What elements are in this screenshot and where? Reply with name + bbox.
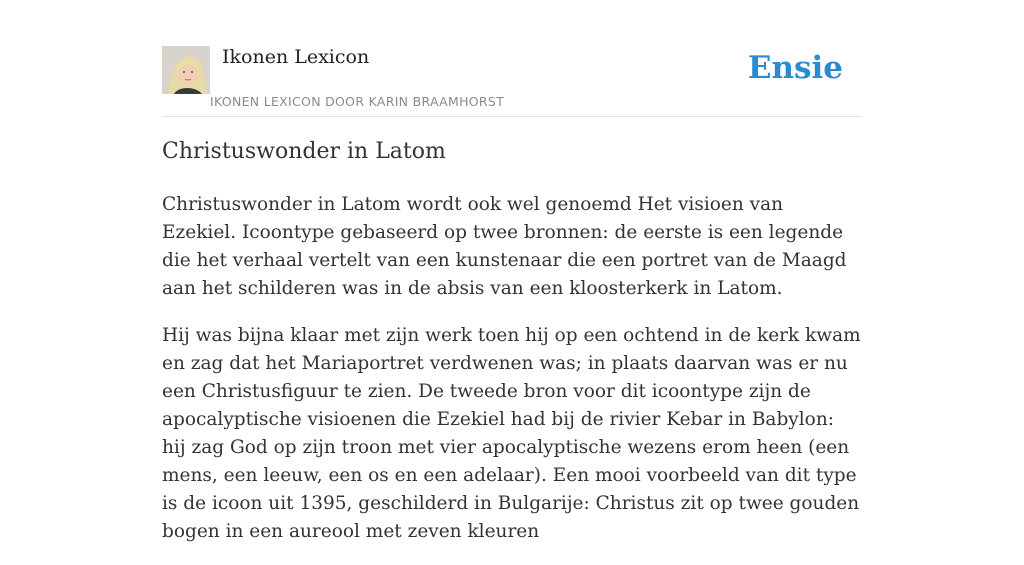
site-header [162, 44, 862, 117]
site-subtitle: IKONEN LEXICON DOOR KARIN BRAAMHORST [210, 94, 505, 109]
brand-logo-link[interactable]: Ensie [747, 50, 843, 86]
article-paragraph: Christuswonder in Latom wordt ook wel genoemd Het visioen van Ezekiel. Icoontype gebaseerd op twee bronnen: de eerste is een legende die het verhaal vertelt van een kunstenaar die een portret van de Maagd aan het schilderen was in de absis van een kloosterkerk in Latom. [162, 194, 847, 299]
site-title[interactable]: Ikonen Lexicon [222, 46, 370, 68]
author-avatar[interactable] [162, 46, 210, 94]
article-paragraph: Hij was bijna klaar met zijn werk toen hij op een ochtend in de kerk kwam en zag dat het Mariaportret verdwenen was; in plaats daarvan was er nu een Christusfiguur te zien. De tweede bron voor dit icoontype zijn de apocalyptische visioenen die Ezekiel had bij de rivier Kebar in Babylon: hij zag God op zijn troon met vier apocalyptische wezens erom heen (een mens, een leeuw, een os en een adelaar). Een mooi voorbeeld van dit type is de icoon uit 1395, geschilderd in Bulgarije: Christus zit op twee gouden bogen in een aureool met zeven kleuren [162, 325, 861, 542]
article-title: Christuswonder in Latom [162, 139, 446, 164]
portrait-icon [162, 46, 210, 94]
article-body [162, 191, 862, 565]
